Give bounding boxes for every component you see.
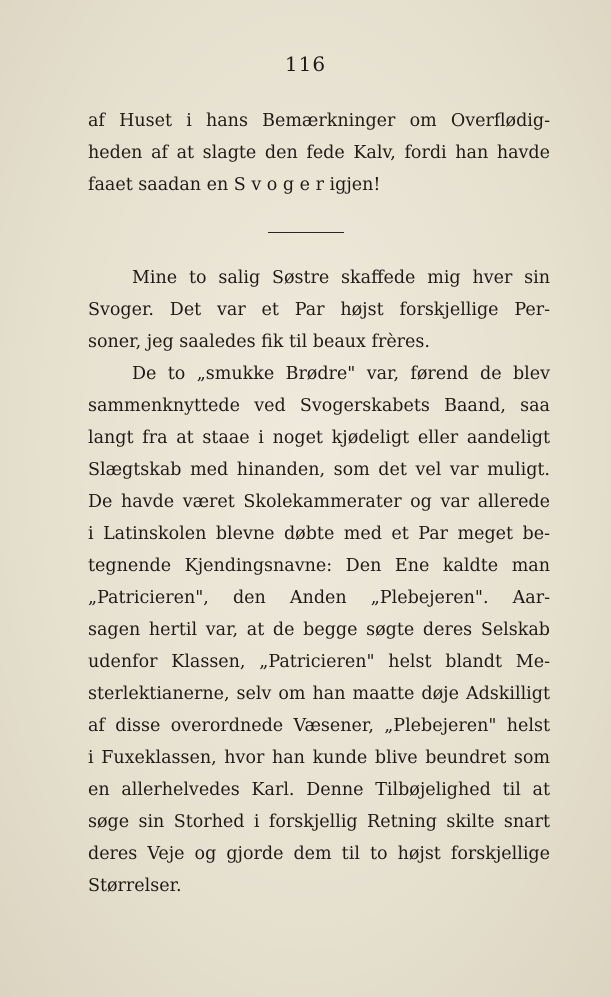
- text-line: faaet saadan en S v o g e r igjen!: [88, 175, 381, 195]
- text-line: De havde været Skolekammerater og var allerede: [88, 492, 550, 512]
- text-line: „Patricieren", den Anden „Plebejeren". Aar-: [88, 588, 550, 608]
- text-line: Svoger. Det var et Par højst forskjellige Per-: [88, 300, 550, 320]
- paragraph-section-2: [88, 262, 550, 902]
- text-line: søge sin Storhed i forskjellig Retning skilte snart: [88, 812, 550, 832]
- text-line: Størrelser.: [88, 876, 182, 896]
- text-line: tegnende Kjendingsnavne: Den Ene kaldte man: [88, 556, 550, 576]
- text-line: deres Veje og gjorde dem til to højst forskjellige: [88, 844, 550, 864]
- text-line: sammenknyttede ved Svogerskabets Baand, saa: [88, 396, 550, 416]
- text-line: i Fuxeklassen, hvor han kunde blive beundret som: [88, 748, 550, 768]
- text-line: langt fra at staae i noget kjødeligt eller aandeligt: [88, 428, 550, 448]
- text-line: De to „smukke Brødre" var, førend de blev: [132, 364, 550, 384]
- text-line: af Huset i hans Bemærkninger om Overflødig-: [88, 111, 550, 131]
- text-line: soner, jeg saaledes fik til beaux frères.: [88, 332, 430, 352]
- text-line: heden af at slagte den fede Kalv, fordi han havde: [88, 143, 550, 163]
- text-line: sterlektianerne, selv om han maatte døje Adskilligt: [88, 684, 550, 704]
- text-line: Slægtskab med hinanden, som det vel var muligt.: [88, 460, 550, 480]
- text-line: en allerhelvedes Karl. Denne Tilbøjelighed til at: [88, 780, 550, 800]
- text-line: af disse overordnede Væsener, „Plebejeren" helst: [88, 716, 550, 736]
- text-line: Mine to salig Søstre skaffede mig hver sin: [132, 268, 550, 288]
- text-line: sagen hertil var, at de begge søgte deres Selskab: [88, 620, 550, 640]
- page-number: 116: [284, 52, 327, 76]
- text-line: i Latinskolen blevne døbte med et Par meget be-: [88, 524, 550, 544]
- paragraph-section-1: [88, 105, 550, 201]
- text-line: udenfor Klassen, „Patricieren" helst blandt Me-: [88, 652, 550, 672]
- section-divider: [268, 232, 344, 233]
